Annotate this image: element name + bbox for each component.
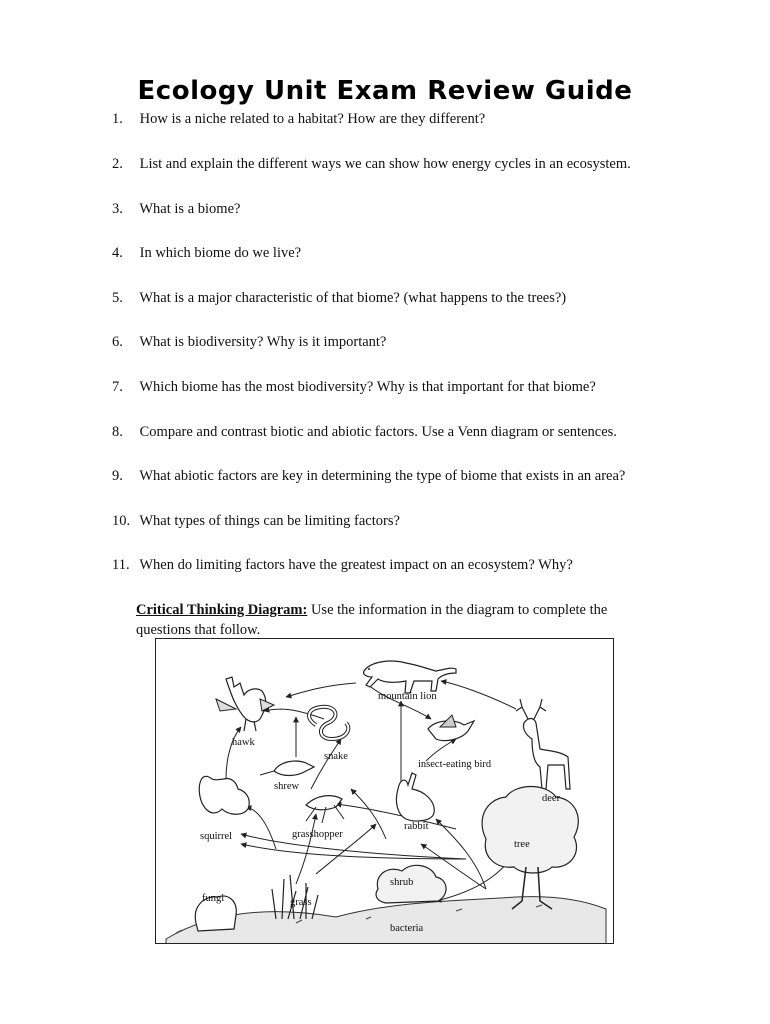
mountain-lion-figure [364, 661, 456, 693]
label-bacteria: bacteria [390, 923, 424, 934]
question-7 [112, 378, 596, 396]
label-grass: grass [290, 897, 312, 908]
deer-figure [516, 699, 570, 789]
question-10 [112, 512, 400, 530]
label-grasshopper: grasshopper [292, 829, 343, 840]
label-snake: snake [324, 751, 348, 762]
label-insect-eating-bird: insect-eating bird [418, 759, 492, 770]
insect-eating-bird-figure [428, 715, 474, 741]
arrow [336, 804, 456, 829]
question-number: 7. [112, 379, 123, 395]
question-text: When do limiting factors have the greatest impact on an ecosystem? Why? [139, 557, 573, 573]
squirrel-figure [199, 776, 249, 814]
question-number: 9. [112, 468, 123, 484]
label-tree: tree [514, 839, 530, 850]
label-shrub: shrub [390, 877, 414, 888]
label-squirrel: squirrel [200, 831, 233, 842]
question-3 [112, 200, 240, 218]
arrow [311, 739, 341, 789]
question-2 [112, 155, 631, 173]
question-text: What is biodiversity? Why is it important? [139, 334, 387, 350]
question-text: How is a niche related to a habitat? How are they different? [139, 111, 486, 127]
page-title: Ecology Unit Exam Review Guide [137, 76, 633, 106]
label-shrew: shrew [274, 781, 300, 792]
question-text: What types of things can be limiting factors? [139, 513, 400, 529]
arrow [286, 683, 356, 697]
question-text: In which biome do we live? [139, 245, 302, 261]
question-text: What is a biome? [139, 201, 241, 217]
tree-figure [482, 787, 578, 910]
label-rabbit: rabbit [404, 821, 429, 832]
rabbit-figure [396, 773, 434, 821]
question-number: 3. [112, 201, 123, 217]
arrow [441, 681, 516, 709]
arrow [296, 814, 316, 884]
question-text: What is a major characteristic of that biome? (what happens to the trees?) [139, 290, 567, 306]
label-hawk: hawk [232, 737, 255, 748]
snake-figure [309, 707, 348, 739]
question-number: 5. [112, 290, 123, 306]
question-11 [112, 556, 573, 574]
food-web-illustration [156, 639, 614, 944]
question-number: 10. [112, 513, 131, 529]
label-mountain-lion: mountain lion [378, 691, 437, 702]
question-number: 4. [112, 245, 123, 261]
question-8 [112, 423, 617, 441]
arrow [426, 739, 456, 761]
question-text: Compare and contrast biotic and abiotic factors. Use a Venn diagram or sentences. [139, 424, 617, 440]
arrow [351, 789, 386, 839]
hawk-figure [216, 677, 274, 731]
question-text: What abiotic factors are key in determining the type of biome that exists in an area? [139, 468, 626, 484]
food-web-diagram [155, 638, 614, 944]
shrew-figure [260, 761, 314, 775]
question-number: 11. [112, 557, 130, 573]
label-fungi: fungi [202, 893, 225, 904]
arrow [436, 819, 486, 889]
label-deer: deer [542, 793, 561, 804]
critical-thinking-prompt [136, 600, 656, 640]
question-number: 6. [112, 334, 123, 350]
critical-thinking-label: Critical Thinking Diagram: [136, 602, 308, 618]
question-4 [112, 244, 301, 262]
arrow [246, 807, 276, 849]
grasshopper-figure [306, 796, 344, 823]
question-number: 8. [112, 424, 123, 440]
question-6 [112, 333, 386, 351]
critical-thinking-text: Use the information in the diagram to complete the questions that follow. [136, 602, 608, 638]
question-number: 2. [112, 156, 123, 172]
question-number: 1. [112, 111, 123, 127]
question-5 [112, 289, 566, 307]
question-text: Which biome has the most biodiversity? Why is that important for that biome? [139, 379, 596, 395]
question-text: List and explain the different ways we can show how energy cycles in an ecosystem. [139, 156, 631, 172]
arrow [226, 727, 241, 779]
question-9 [112, 467, 625, 485]
question-1 [112, 110, 485, 128]
